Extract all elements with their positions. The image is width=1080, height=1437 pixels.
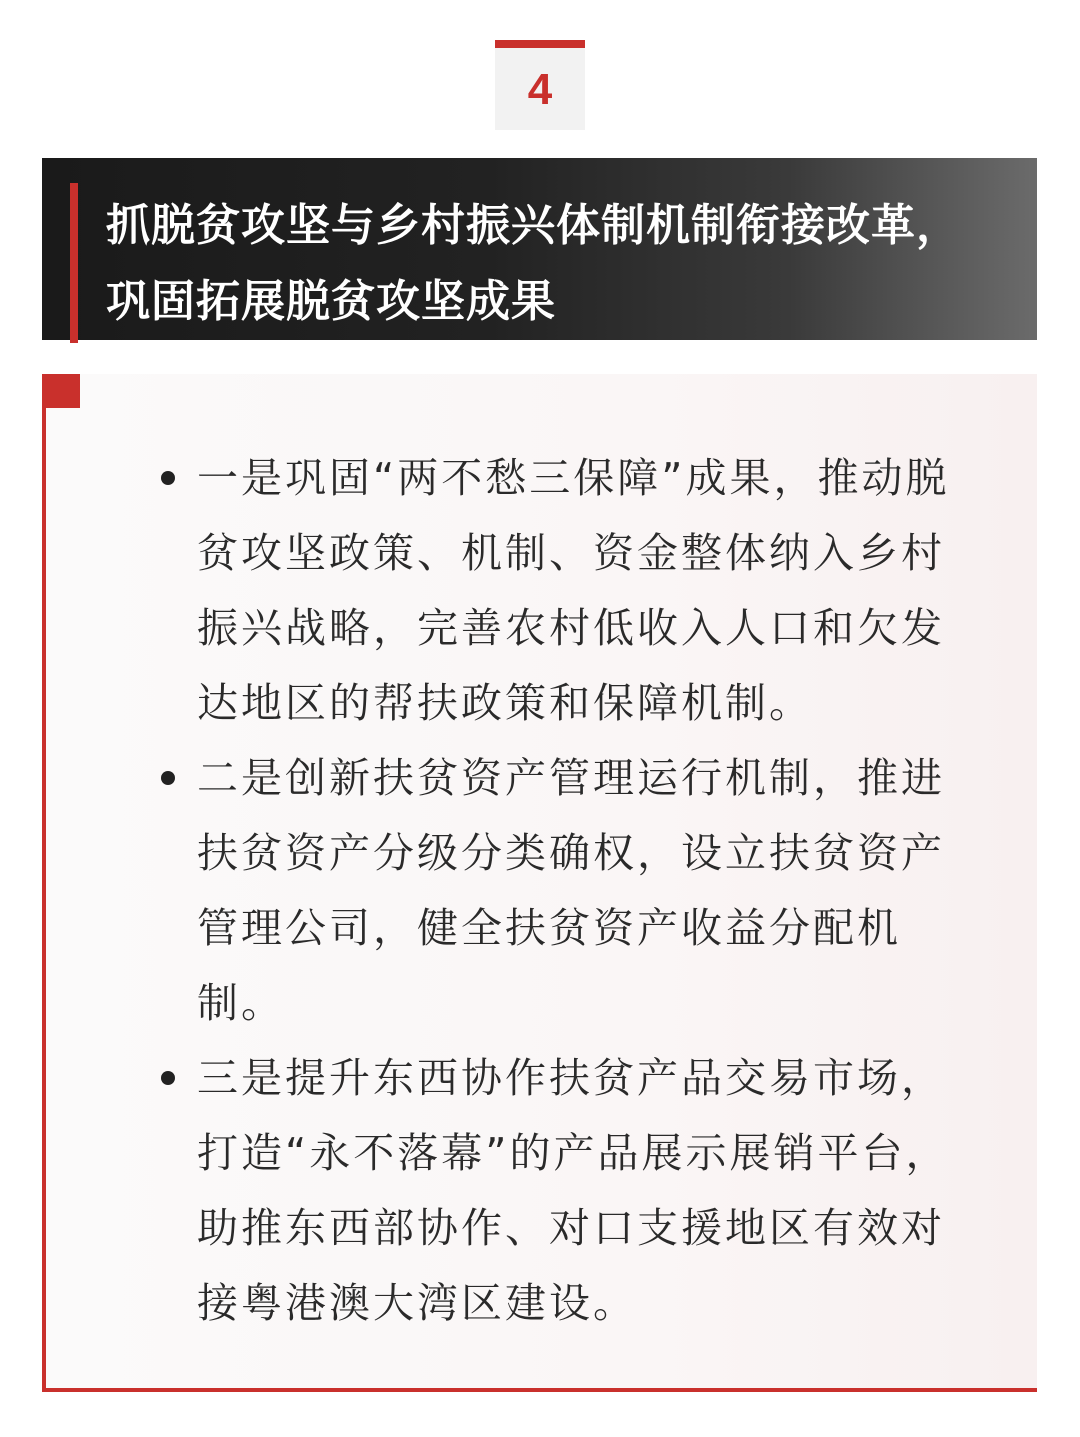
list-item-line: 打造“永不落幕”的产品展示展销平台， — [197, 1129, 950, 1177]
section-number: 4 — [527, 65, 553, 114]
list-item-line: 二是创新扶贫资产管理运行机制，推进 — [197, 754, 945, 802]
list-item — [155, 441, 995, 741]
header-accent-bar — [70, 183, 78, 343]
list-item-line: 管理公司，健全扶贫资产收益分配机 — [197, 904, 901, 952]
list-item-text — [197, 741, 995, 1041]
list-item-text — [197, 1041, 995, 1341]
list-item-line: 一是巩固“两不愁三保障”成果，推动脱 — [197, 454, 950, 502]
list-item-line: 三是提升东西协作扶贫产品交易市场， — [197, 1054, 945, 1102]
list-item-line: 扶贫资产分级分类确权，设立扶贫资产 — [197, 829, 945, 877]
section-title-line-1: 抓脱贫攻坚与乡村振兴体制机制衔接改革， — [106, 200, 961, 251]
list-item-text — [197, 441, 995, 741]
list-item — [155, 1041, 995, 1341]
bullet-dot-icon — [161, 1071, 175, 1085]
bullet-dot-icon — [161, 471, 175, 485]
list-item-line: 达地区的帮扶政策和保障机制。 — [197, 679, 813, 727]
list-item-line: 振兴战略，完善农村低收入人口和欠发 — [197, 604, 945, 652]
list-item-line: 贫攻坚政策、机制、资金整体纳入乡村 — [197, 529, 945, 577]
bullet-list — [155, 441, 995, 1341]
section-number-badge — [495, 40, 585, 130]
list-item-line: 助推东西部协作、对口支援地区有效对 — [197, 1204, 945, 1252]
corner-accent-square — [42, 374, 80, 408]
list-item-line: 接粤港澳大湾区建设。 — [197, 1279, 637, 1327]
list-item — [155, 741, 995, 1041]
section-title-line-2: 巩固拓展脱贫攻坚成果 — [106, 276, 556, 327]
section-title — [106, 188, 1026, 340]
bullet-dot-icon — [161, 771, 175, 785]
list-item-line: 制。 — [197, 979, 285, 1027]
